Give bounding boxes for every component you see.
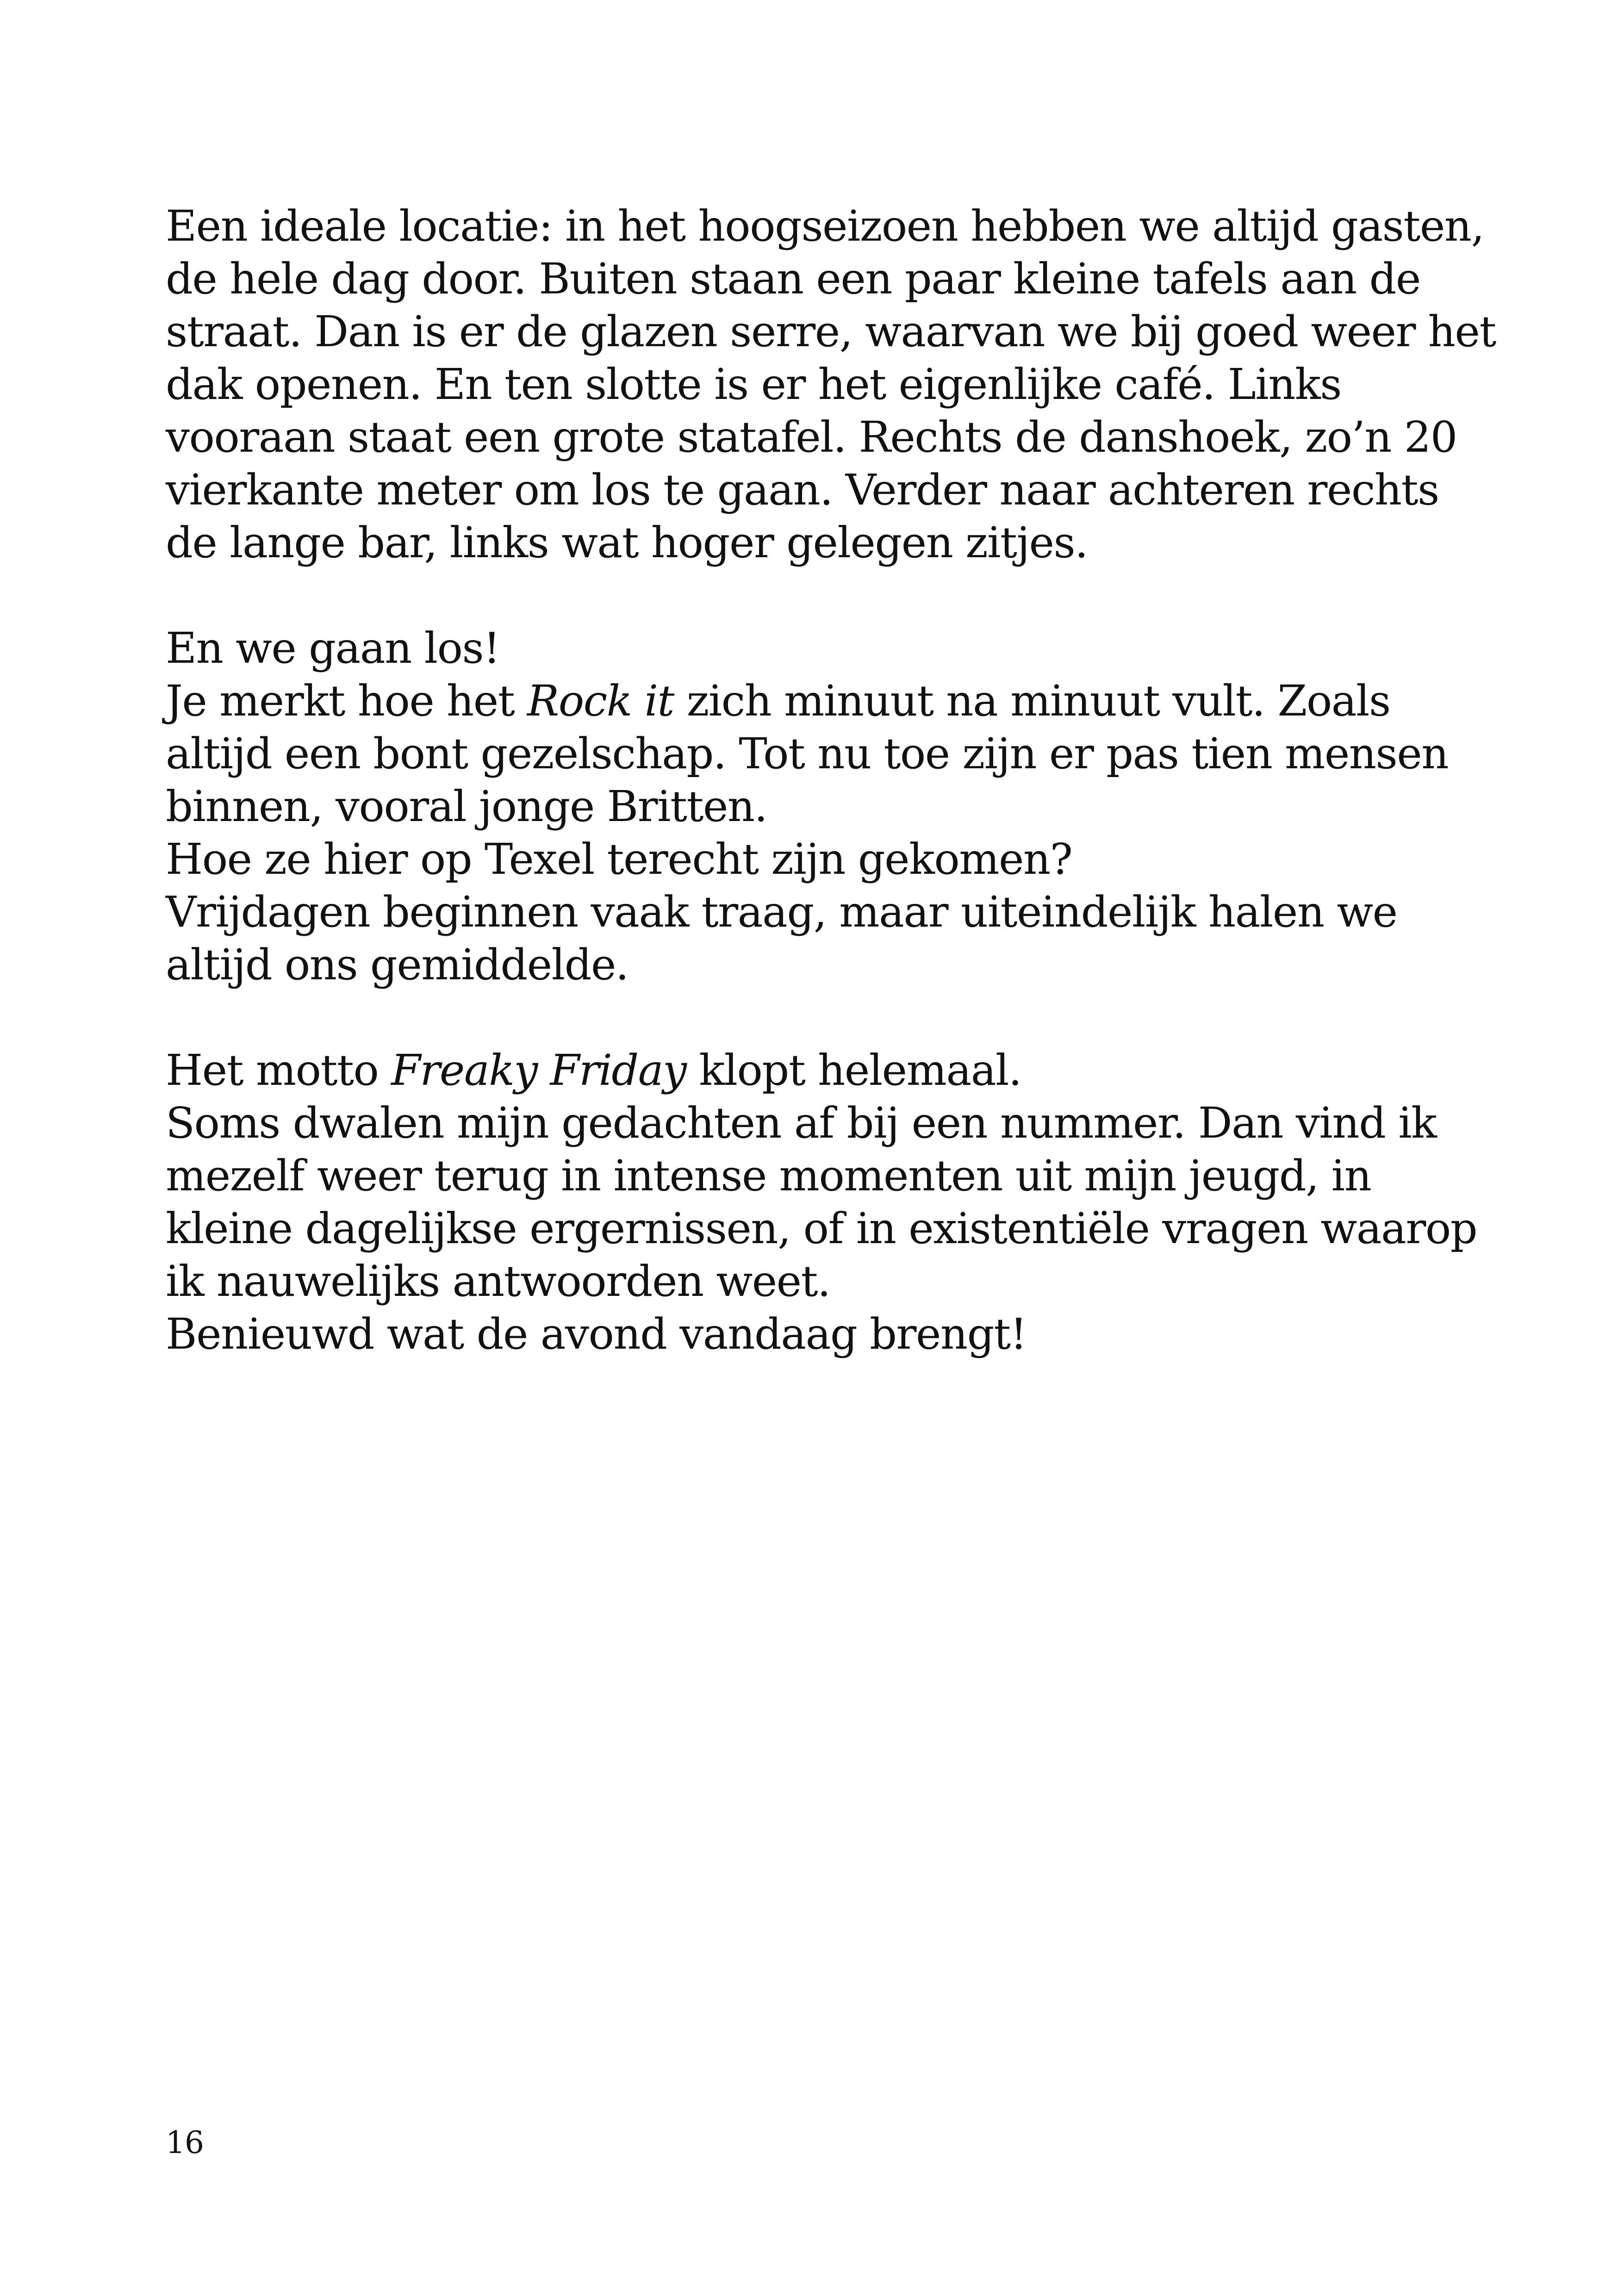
text-line: En we gaan los! [166,623,500,673]
text-line: Soms dwalen mijn gedachten af bij een nummer. Dan vind ik [166,1098,1437,1148]
text-run: klopt helemaal. [686,1045,1021,1095]
text-run: Het motto [166,1045,392,1095]
text-line: Hoe ze hier op Texel terecht zijn gekomen? [166,834,1072,884]
text-line: mezelf weer terug in intense momenten uit mijn jeugd, in [166,1151,1371,1201]
paragraph-gap [166,569,1462,622]
text-line [166,1044,1462,1097]
paragraph-gap [166,991,1462,1044]
italic-text: Rock it [527,676,674,726]
text-line: binnen, vooral jonge Britten. [166,782,767,831]
paragraph-freaky-friday [166,1044,1477,1361]
text-line [166,675,1462,728]
body-text [166,200,1496,1361]
text-line: altijd ons gemiddelde. [166,940,629,989]
text-line: Vrijdagen beginnen vaak traag, maar uiteindelijk halen we [166,887,1397,937]
text-line: Benieuwd wat de avond vandaag brengt! [166,1309,1027,1359]
text-line: vierkante meter om los te gaan. Verder naar achteren rechts [166,465,1439,515]
text-line: straat. Dan is er de glazen serre, waarvan we bij goed weer het [166,307,1496,356]
text-line: dak openen. En ten slotte is er het eigenlijke café. Links [166,360,1341,409]
text-run: zich minuut na minuut vult. Zoals [674,676,1390,726]
text-line: Een ideale locatie: in het hoogseizoen hebben we altijd gasten, [166,201,1484,251]
text-line: kleine dagelijkse ergernissen, of in existentiële vragen waarop [166,1204,1477,1253]
paragraph-location [166,200,1496,569]
italic-text: Freaky Friday [391,1045,686,1095]
text-line: de hele dag door. Buiten staan een paar kleine tafels aan de [166,254,1420,304]
paragraph-rock-it [166,622,1462,991]
text-line: ik nauwelijks antwoorden weet. [166,1257,830,1306]
text-line: altijd een bont gezelschap. Tot nu toe zijn er pas tien mensen [166,729,1448,778]
text-line: de lange bar, links wat hoger gelegen zitjes. [166,518,1088,567]
text-run: Je merkt hoe het [166,676,527,726]
text-line: vooraan staat een grote statafel. Rechts de danshoek, zo’n 20 [166,412,1457,462]
page-number: 16 [166,2125,204,2160]
